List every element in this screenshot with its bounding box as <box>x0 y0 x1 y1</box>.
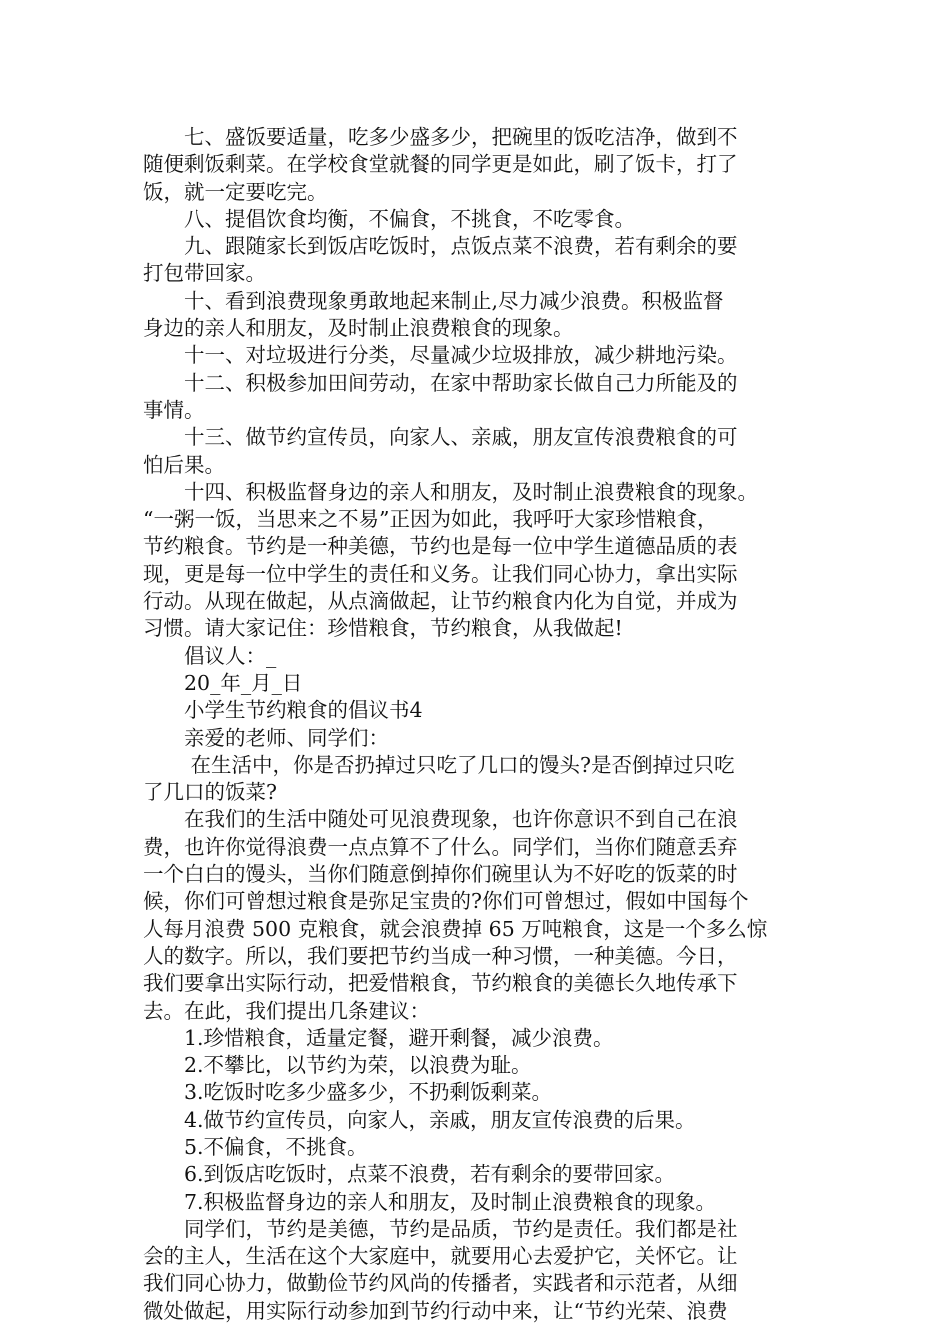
text-line: 打包带回家。 <box>143 261 266 286</box>
text-line: 3.吃饭时吃多少盛多少，不扔剩饭剩菜。 <box>143 1080 553 1105</box>
text-line: 身边的亲人和朋友，及时制止浪费粮食的现象。 <box>143 316 574 341</box>
text-line: 在我们的生活中随处可见浪费现象，也许你意识不到自己在浪 <box>143 807 738 832</box>
text-line: 十四、积极监督身边的亲人和朋友，及时制止浪费粮食的现象。 <box>143 479 758 504</box>
text-line: 人的数字。所以，我们要把节约当成一种习惯，一种美德。今日， <box>143 943 738 968</box>
text-line: 了几口的饭菜? <box>143 780 277 805</box>
text-line: 怕后果。 <box>143 452 225 477</box>
text-line: 去。在此，我们提出几条建议： <box>143 998 430 1023</box>
text-line: 节约粮食。节约是一种美德，节约也是每一位中学生道德品质的表 <box>143 534 738 559</box>
text-line: 十三、做节约宣传员，向家人、亲戚，朋友宣传浪费粮食的可 <box>143 425 738 450</box>
text-line: 在生活中，你是否扔掉过只吃了几口的馒头?是否倒掉过只吃 <box>143 752 735 777</box>
text-line: 20_年_月_日 <box>143 670 303 695</box>
text-line: 十二、积极参加田间劳动，在家中帮助家长做自己力所能及的 <box>143 370 738 395</box>
text-line: 倡议人：_ <box>143 643 277 668</box>
text-line: 一个白白的馒头，当你们随意倒掉你们碗里认为不好吃的饭菜的时 <box>143 862 738 887</box>
text-line: 4.做节约宣传员，向家人，亲戚，朋友宣传浪费的后果。 <box>143 1107 696 1132</box>
text-line: “一粥一饭，当思来之不易”正因为如此，我呼吁大家珍惜粮食， <box>143 507 718 532</box>
text-line: 我们同心协力，做勤俭节约风尚的传播者，实践者和示范者，从细 <box>143 1271 738 1296</box>
text-line: 2.不攀比，以节约为荣，以浪费为耻。 <box>143 1053 532 1078</box>
text-line: 亲爱的老师、同学们： <box>143 725 389 750</box>
text-line: 费，也许你觉得浪费一点点算不了什么。同学们，当你们随意丢弃 <box>143 834 738 859</box>
text-line: 我们要拿出实际行动，把爱惜粮食，节约粮食的美德长久地传承下 <box>143 971 738 996</box>
text-line: 习惯。请大家记住：珍惜粮食，节约粮食，从我做起! <box>143 616 623 641</box>
text-line: 十、看到浪费现象勇敢地起来制止,尽力减少浪费。积极监督 <box>143 288 724 313</box>
text-line: 事情。 <box>143 397 205 422</box>
text-line: 随便剩饭剩菜。在学校食堂就餐的同学更是如此，刷了饭卡，打了 <box>143 152 738 177</box>
text-line: 7.积极监督身边的亲人和朋友，及时制止浪费粮食的现象。 <box>143 1189 717 1214</box>
text-line: 小学生节约粮食的倡议书4 <box>143 698 423 723</box>
text-line: 1.珍惜粮食，适量定餐，避开剩餐，减少浪费。 <box>143 1025 614 1050</box>
text-line: 九、跟随家长到饭店吃饭时，点饭点菜不浪费，若有剩余的要 <box>143 234 738 259</box>
text-line: 候，你们可曾想过粮食是弥足宝贵的?你们可曾想过，假如中国每个 <box>143 889 749 914</box>
text-line: 人每月浪费 500 克粮食，就会浪费掉 65 万吨粮食，这是一个多么惊 <box>143 916 768 941</box>
text-line: 八、提倡饮食均衡，不偏食，不挑食，不吃零食。 <box>143 206 635 231</box>
text-line: 饭，就一定要吃完。 <box>143 179 328 204</box>
text-line: 现，更是每一位中学生的责任和义务。让我们同心协力，拿出实际 <box>143 561 738 586</box>
document-body <box>143 124 823 1325</box>
text-line: 十一、对垃圾进行分类，尽量减少垃圾排放，减少耕地污染。 <box>143 343 738 368</box>
text-line: 行动。从现在做起，从点滴做起，让节约粮食内化为自觉，并成为 <box>143 589 738 614</box>
text-line: 5.不偏食，不挑食。 <box>143 1134 368 1159</box>
text-line: 会的主人，生活在这个大家庭中，就要用心去爱护它，关怀它。让 <box>143 1244 738 1269</box>
text-line: 微处做起，用实际行动参加到节约行动中来，让“节约光荣、浪费 <box>143 1298 728 1323</box>
text-line: 七、盛饭要适量，吃多少盛多少，把碗里的饭吃洁净，做到不 <box>143 125 738 149</box>
text-line: 同学们，节约是美德，节约是品质，节约是责任。我们都是社 <box>143 1216 738 1241</box>
text-line: 6.到饭店吃饭时，点菜不浪费，若有剩余的要带回家。 <box>143 1162 676 1187</box>
